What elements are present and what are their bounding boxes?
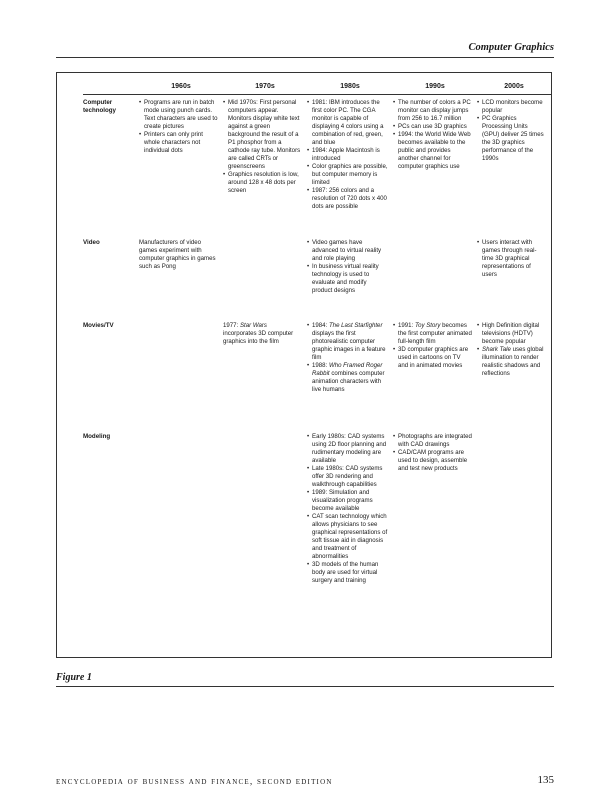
table-cell <box>307 429 393 585</box>
bullet-item: • 1984: Apple Macintosh is introduced <box>307 147 388 163</box>
table-cell <box>223 429 307 585</box>
bullet-item: • 1981: IBM introduces the first color PC. The CGA monitor is capable of displaying 4 colors using a combination of red, green, and blue <box>307 99 388 147</box>
bullet-item: • Video games have advanced to virtual reality and role playing <box>307 239 388 263</box>
bullet-item: • CAD/CAM programs are used to design, assemble and test new products <box>393 449 472 473</box>
column-header-2000s: 2000s <box>477 81 551 95</box>
bullet-item <box>393 322 472 346</box>
cell-text <box>223 322 302 346</box>
header-rule <box>56 57 554 58</box>
entry-year: 1984: <box>312 321 329 329</box>
figure-table-frame <box>56 72 552 658</box>
table-cell <box>223 235 307 318</box>
entry-year: 1988: <box>312 361 329 369</box>
row-header: Computer technology <box>83 99 117 114</box>
bullet-item: • In business virtual reality technology is used to evaluate and modify product designs <box>307 263 388 295</box>
table-cell <box>223 95 307 235</box>
entry-year: 1977: <box>223 321 240 329</box>
table-cell <box>393 429 477 585</box>
table-header-row <box>83 81 551 95</box>
table-cell <box>477 429 551 585</box>
row-header: Modeling <box>83 432 111 440</box>
film-title: The Last Starfighter <box>328 321 383 329</box>
table-cell <box>139 318 223 429</box>
table-cell <box>477 318 551 429</box>
entry-text: incorporates 3D computer graphics into the film <box>223 329 294 345</box>
table-cell <box>139 429 223 585</box>
film-title: Shark Tale <box>482 345 511 353</box>
table-cell <box>477 95 551 235</box>
caption-rule <box>56 686 554 687</box>
bullet-item: • PC Graphics Processing Units (GPU) deliver 25 times the 3D graphics performance of the 1990s <box>477 115 546 163</box>
entry-text: uses global illumination to render realistic shadows and reflections <box>482 345 544 377</box>
bullet-item: • Early 1980s: CAD systems using 2D floor planning and rudimentary modeling are available <box>307 433 388 465</box>
bullet-item: • Mid 1970s: First personal computers appear. Monitors display white text against a green background the result of a P1 phosphor from a cathode ray tube. Monitors are called CRTs or greenscreens <box>223 99 302 171</box>
bullet-item: • The number of colors a PC monitor can display jumps from 256 to 16.7 million <box>393 99 472 123</box>
bullet-item: • CAT scan technology which allows physicians to see graphical representations of soft tissue aid in diagnosis and treatment of abnormalities <box>307 513 388 561</box>
table-cell <box>223 318 307 429</box>
table-row-movies-tv <box>83 318 551 429</box>
bullet-item: • Printers can only print whole characters not individual dots <box>139 131 218 155</box>
bullet-item <box>393 346 472 370</box>
table-cell <box>393 235 477 318</box>
bullet-item: • 1987: 256 colors and a resolution of 720 dots x 400 dots are possible <box>307 187 388 211</box>
film-title: Toy Story <box>414 321 441 329</box>
entry-text: displays the first photorealistic computer graphic images in a feature film <box>312 329 386 361</box>
entry-text: combines computer animation characters with live humans <box>312 369 385 393</box>
column-header-1960s: 1960s <box>139 81 223 95</box>
bullet-item <box>307 322 388 362</box>
table-row-modeling <box>83 429 551 585</box>
table-cell <box>139 95 223 235</box>
computer-graphics-timeline-table <box>83 81 551 585</box>
bullet-item <box>307 362 388 394</box>
table-row-computer-technology <box>83 95 551 235</box>
column-header-blank <box>83 81 139 95</box>
figure-caption: Figure 1 <box>56 672 92 683</box>
entry-text: becomes the first computer animated full-length film <box>398 321 472 345</box>
column-header-1970s: 1970s <box>223 81 307 95</box>
bullet-item: • Users interact with games through real-time 3D graphical representations of users <box>477 239 546 279</box>
footer-book-title: encyclopedia of business and finance, second edition <box>56 777 333 787</box>
bullet-item: • 1994: the World Wide Web becomes available to the public and provides another channel for computer graphics use <box>393 131 472 171</box>
table-cell <box>307 318 393 429</box>
bullet-item <box>477 322 546 346</box>
film-title: Star Wars <box>239 321 267 329</box>
row-header: Video <box>83 238 100 246</box>
entry-text: High Definition digital televisions (HDTV) become popular <box>482 321 540 345</box>
column-header-1980s: 1980s <box>307 81 393 95</box>
bullet-item: • PCs can use 3D graphics <box>393 123 472 131</box>
cell-text: Manufacturers of video games experiment with computer graphics in games such as Pong <box>139 238 216 270</box>
page-number: 135 <box>537 774 554 786</box>
bullet-item: • Color graphics are possible, but computer memory is limited <box>307 163 388 187</box>
table-cell <box>307 235 393 318</box>
bullet-item <box>477 346 546 378</box>
column-header-1990s: 1990s <box>393 81 477 95</box>
table-cell <box>139 235 223 318</box>
bullet-item: • Photographs are integrated with CAD drawings <box>393 433 472 449</box>
entry-year: 1991: <box>398 321 415 329</box>
bullet-item: • Late 1980s: CAD systems offer 3D rendering and walkthrough capabilities <box>307 465 388 489</box>
table-cell <box>307 95 393 235</box>
running-head: Computer Graphics <box>468 42 554 53</box>
entry-text: 3D computer graphics are used in cartoons on TV and in animated movies <box>398 345 469 369</box>
table-row-video <box>83 235 551 318</box>
bullet-item: • LCD monitors become popular <box>477 99 546 115</box>
table-cell <box>393 95 477 235</box>
row-header: Movies/TV <box>83 321 114 329</box>
table-cell <box>393 318 477 429</box>
bullet-item: • Graphics resolution is low, around 128 x 48 dots per screen <box>223 171 302 195</box>
film-title: Who Framed Roger Rabbit <box>312 361 383 377</box>
bullet-item: • Programs are run in batch mode using punch cards. Text characters are used to create pictures <box>139 99 218 131</box>
bullet-item: • 3D models of the human body are used for virtual surgery and training <box>307 561 388 585</box>
table-cell <box>477 235 551 318</box>
bullet-item: • 1989: Simulation and visualization programs become available <box>307 489 388 513</box>
